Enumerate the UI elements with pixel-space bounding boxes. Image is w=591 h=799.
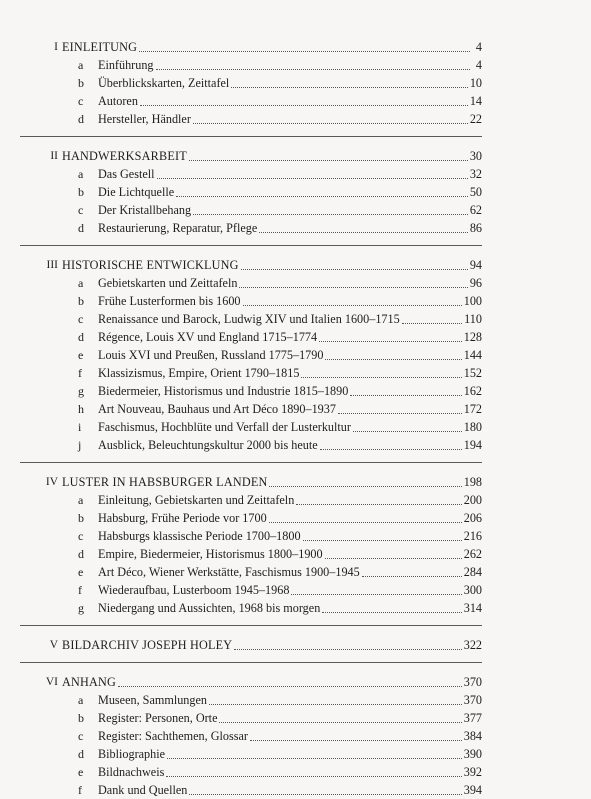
- subsection-entry[interactable]: [58, 56, 482, 74]
- toc-section: [50, 147, 482, 237]
- subsection-entry[interactable]: [58, 400, 482, 418]
- subsection-page-number: 50: [469, 185, 482, 199]
- subsection-page-number: 300: [463, 583, 482, 597]
- subsection-title: Louis XVI und Preußen, Russland 1775–1790: [98, 348, 324, 362]
- leader-dots: [189, 784, 461, 795]
- subsection-entry[interactable]: [58, 709, 482, 727]
- leader-dots: [193, 113, 468, 124]
- subsection-letter: g: [78, 384, 84, 398]
- leader-dots: [320, 439, 462, 450]
- section-divider: [20, 462, 482, 463]
- subsection-letter: b: [78, 711, 84, 725]
- subsection-entry[interactable]: [58, 328, 482, 346]
- leader-dots: [167, 748, 462, 759]
- subsection-page-number: 200: [463, 493, 482, 507]
- subsection-title: Renaissance und Barock, Ludwig XIV und Italien 1600–1715: [98, 312, 400, 326]
- subsection-title: Habsburgs klassische Periode 1700–1800: [98, 529, 301, 543]
- subsection-title: Der Kristallbehang: [98, 203, 192, 217]
- subsection-letter: b: [78, 76, 84, 90]
- subsection-letter: b: [78, 294, 84, 308]
- subsection-page-number: 206: [463, 511, 482, 525]
- subsection-title: Art Déco, Wiener Werkstätte, Faschismus 1900–1945: [98, 565, 360, 579]
- leader-dots: [176, 186, 468, 197]
- subsection-entry[interactable]: [58, 110, 482, 128]
- subsection-title: Art Nouveau, Bauhaus und Art Déco 1890–1937: [98, 402, 336, 416]
- chapter-entry[interactable]: [49, 636, 482, 654]
- subsection-entry[interactable]: [58, 274, 482, 292]
- subsection-letter: j: [78, 438, 82, 452]
- chapter-number: III: [46, 259, 58, 271]
- subsection-page-number: 32: [469, 167, 482, 181]
- leader-dots: [157, 168, 468, 179]
- subsection-page-number: 284: [463, 565, 482, 579]
- subsection-entry[interactable]: [58, 292, 482, 310]
- subsection-letter: e: [78, 765, 84, 779]
- subsection-letter: f: [78, 583, 82, 597]
- leader-dots: [362, 566, 462, 577]
- subsection-page-number: 128: [463, 330, 482, 344]
- subsection-entry[interactable]: [58, 310, 482, 328]
- leader-dots: [234, 639, 461, 650]
- chapter-entry[interactable]: [45, 673, 482, 691]
- subsection-entry[interactable]: [58, 346, 482, 364]
- subsection-letter: c: [78, 729, 84, 743]
- subsection-title: Frühe Lusterformen bis 1600: [98, 294, 241, 308]
- subsection-title: Register: Personen, Orte: [98, 711, 218, 725]
- leader-dots: [259, 222, 468, 233]
- leader-dots: [189, 150, 468, 161]
- chapter-number: IV: [45, 476, 58, 488]
- subsection-entry[interactable]: [58, 581, 482, 599]
- toc-section: [45, 673, 482, 799]
- subsection-letter: c: [78, 94, 84, 108]
- chapter-entry[interactable]: [54, 38, 482, 56]
- subsection-page-number: 384: [463, 729, 482, 743]
- leader-dots: [140, 95, 468, 106]
- chapter-title: LUSTER IN HABSBURGER LANDEN: [62, 475, 268, 489]
- subsection-title: Habsburg, Frühe Periode vor 1700: [98, 511, 267, 525]
- chapter-page-number: 322: [463, 638, 482, 652]
- subsection-entry[interactable]: [58, 745, 482, 763]
- subsection-entry[interactable]: [58, 545, 482, 563]
- subsection-title: Ausblick, Beleuchtungskultur 2000 bis heute: [98, 438, 318, 452]
- subsection-entry[interactable]: [58, 509, 482, 527]
- subsection-entry[interactable]: [58, 727, 482, 745]
- subsection-entry[interactable]: [58, 763, 482, 781]
- subsection-entry[interactable]: [58, 92, 482, 110]
- leader-dots: [319, 331, 462, 342]
- subsection-entry[interactable]: [58, 418, 482, 436]
- subsection-page-number: 62: [469, 203, 482, 217]
- chapter-title: ANHANG: [62, 675, 117, 689]
- toc-section: [54, 38, 482, 128]
- chapter-page-number: 4: [475, 40, 482, 54]
- subsection-letter: a: [78, 58, 84, 72]
- subsection-page-number: 377: [463, 711, 482, 725]
- subsection-page-number: 14: [469, 94, 482, 108]
- subsection-entry[interactable]: [58, 382, 482, 400]
- subsection-entry[interactable]: [58, 201, 482, 219]
- subsection-page-number: 110: [464, 312, 482, 326]
- leader-dots: [231, 77, 468, 88]
- subsection-letter: c: [78, 203, 84, 217]
- subsection-letter: c: [78, 312, 84, 326]
- subsection-title: Autoren: [98, 94, 138, 108]
- leader-dots: [166, 766, 461, 777]
- subsection-entry[interactable]: [58, 599, 482, 617]
- section-divider: [20, 136, 482, 137]
- leader-dots: [325, 548, 462, 559]
- subsection-entry[interactable]: [58, 364, 482, 382]
- subsection-title: Faschismus, Hochblüte und Verfall der Lusterkultur: [98, 420, 351, 434]
- leader-dots: [350, 385, 461, 396]
- chapter-page-number: 30: [469, 149, 482, 163]
- subsection-entry[interactable]: [58, 436, 482, 454]
- subsection-page-number: 162: [463, 384, 482, 398]
- subsection-letter: b: [78, 185, 84, 199]
- subsection-letter: i: [78, 420, 82, 434]
- subsection-page-number: 4: [475, 58, 482, 72]
- subsection-page-number: 370: [463, 693, 482, 707]
- subsection-title: Register: Sachthemen, Glossar: [98, 729, 248, 743]
- subsection-page-number: 180: [463, 420, 482, 434]
- subsection-page-number: 390: [463, 747, 482, 761]
- subsection-entry[interactable]: [58, 527, 482, 545]
- toc-section: [46, 256, 482, 454]
- subsection-page-number: 262: [463, 547, 482, 561]
- subsection-page-number: 96: [469, 276, 482, 290]
- subsection-title: Museen, Sammlungen: [98, 693, 207, 707]
- subsection-page-number: 172: [463, 402, 482, 416]
- subsection-entry[interactable]: [58, 165, 482, 183]
- subsection-title: Restaurierung, Reparatur, Pflege: [98, 221, 258, 235]
- leader-dots: [243, 295, 462, 306]
- leader-dots: [239, 277, 467, 288]
- subsection-title: Hersteller, Händler: [98, 112, 191, 126]
- subsection-letter: c: [78, 529, 84, 543]
- chapter-title: HANDWERKSARBEIT: [62, 149, 187, 163]
- subsection-title: Empire, Biedermeier, Historismus 1800–1900: [98, 547, 323, 561]
- subsection-letter: d: [78, 547, 84, 561]
- subsection-page-number: 86: [469, 221, 482, 235]
- subsection-title: Gebietskarten und Zeittafeln: [98, 276, 238, 290]
- section-divider: [20, 625, 482, 626]
- chapter-number: II: [50, 150, 58, 162]
- subsection-page-number: 194: [463, 438, 482, 452]
- subsection-letter: h: [78, 402, 84, 416]
- leader-dots: [301, 367, 461, 378]
- chapter-title: BILDARCHIV JOSEPH HOLEY: [62, 638, 233, 652]
- toc-section: [49, 636, 482, 654]
- subsection-title: Régence, Louis XV und England 1715–1774: [98, 330, 318, 344]
- subsection-title: Biedermeier, Historismus und Industrie 1815–1890: [98, 384, 349, 398]
- chapter-number: I: [54, 41, 58, 53]
- table-of-contents: [45, 38, 482, 799]
- subsection-letter: b: [78, 511, 84, 525]
- leader-dots: [322, 602, 461, 613]
- subsection-entry[interactable]: [58, 691, 482, 709]
- subsection-page-number: 152: [463, 366, 482, 380]
- subsection-title: Dank und Quellen: [98, 783, 188, 797]
- leader-dots: [118, 676, 462, 687]
- subsection-page-number: 394: [463, 783, 482, 797]
- chapter-entry[interactable]: [45, 473, 482, 491]
- subsection-letter: e: [78, 565, 84, 579]
- subsection-title: Klassizismus, Empire, Orient 1790–1815: [98, 366, 300, 380]
- leader-dots: [353, 421, 462, 432]
- leader-dots: [296, 494, 461, 505]
- subsection-letter: d: [78, 330, 84, 344]
- leader-dots: [269, 476, 461, 487]
- subsection-letter: a: [78, 493, 84, 507]
- chapter-page-number: 198: [463, 475, 482, 489]
- subsection-page-number: 22: [469, 112, 482, 126]
- chapter-number: V: [49, 639, 58, 651]
- subsection-letter: e: [78, 348, 84, 362]
- leader-dots: [402, 313, 462, 324]
- section-divider: [20, 662, 482, 663]
- subsection-entry[interactable]: [58, 563, 482, 581]
- toc-section: [45, 473, 482, 617]
- subsection-letter: a: [78, 693, 84, 707]
- subsection-entry[interactable]: [58, 183, 482, 201]
- subsection-page-number: 216: [463, 529, 482, 543]
- subsection-letter: f: [78, 366, 82, 380]
- subsection-letter: d: [78, 221, 84, 235]
- chapter-entry[interactable]: [46, 256, 482, 274]
- subsection-page-number: 10: [469, 76, 482, 90]
- chapter-title: HISTORISCHE ENTWICKLUNG: [62, 258, 239, 272]
- leader-dots: [241, 259, 468, 270]
- subsection-title: Das Gestell: [98, 167, 155, 181]
- subsection-page-number: 314: [463, 601, 482, 615]
- subsection-letter: d: [78, 112, 84, 126]
- subsection-title: Überblickskarten, Zeittafel: [98, 76, 230, 90]
- subsection-title: Einführung: [98, 58, 154, 72]
- subsection-page-number: 100: [463, 294, 482, 308]
- subsection-entry[interactable]: [58, 219, 482, 237]
- leader-dots: [219, 712, 461, 723]
- chapter-page-number: 94: [469, 258, 482, 272]
- subsection-page-number: 144: [463, 348, 482, 362]
- subsection-entry[interactable]: [58, 74, 482, 92]
- subsection-entry[interactable]: [58, 491, 482, 509]
- subsection-letter: a: [78, 167, 84, 181]
- leader-dots: [338, 403, 462, 414]
- subsection-letter: f: [78, 783, 82, 797]
- chapter-page-number: 370: [463, 675, 482, 689]
- subsection-page-number: 392: [463, 765, 482, 779]
- subsection-title: Bildnachweis: [98, 765, 165, 779]
- leader-dots: [193, 204, 468, 215]
- leader-dots: [209, 694, 462, 705]
- subsection-letter: a: [78, 276, 84, 290]
- leader-dots: [325, 349, 461, 360]
- subsection-title: Die Lichtquelle: [98, 185, 175, 199]
- subsection-letter: g: [78, 601, 84, 615]
- leader-dots: [139, 41, 470, 52]
- chapter-title: EINLEITUNG: [62, 40, 138, 54]
- leader-dots: [269, 512, 462, 523]
- subsection-letter: d: [78, 747, 84, 761]
- leader-dots: [303, 530, 462, 541]
- chapter-number: VI: [45, 676, 58, 688]
- leader-dots: [156, 59, 470, 70]
- leader-dots: [291, 584, 461, 595]
- subsection-entry[interactable]: [58, 781, 482, 799]
- subsection-title: Niedergang und Aussichten, 1968 bis morgen: [98, 601, 321, 615]
- chapter-entry[interactable]: [50, 147, 482, 165]
- subsection-title: Bibliographie: [98, 747, 166, 761]
- subsection-title: Einleitung, Gebietskarten und Zeittafeln: [98, 493, 295, 507]
- subsection-title: Wiederaufbau, Lusterboom 1945–1968: [98, 583, 290, 597]
- section-divider: [20, 245, 482, 246]
- leader-dots: [250, 730, 462, 741]
